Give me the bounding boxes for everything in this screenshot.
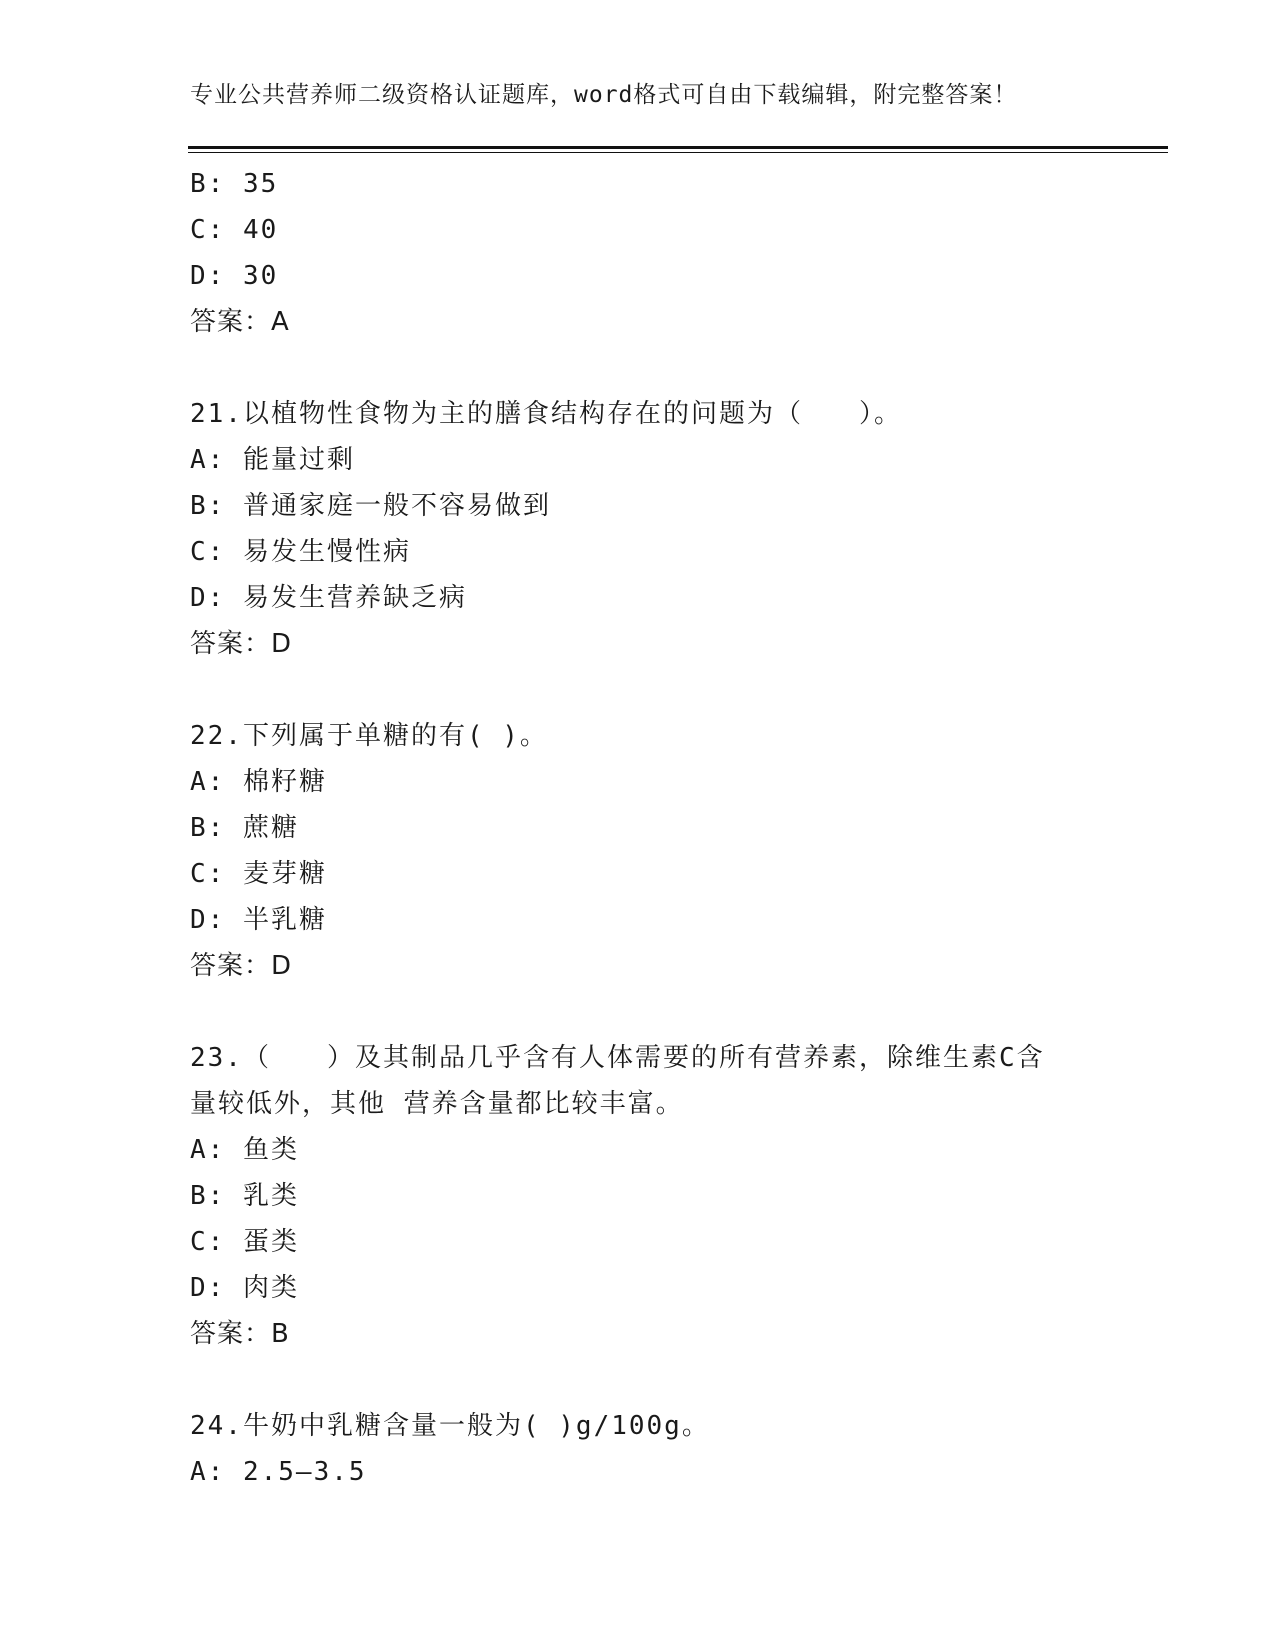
option-a: A: 鱼类 xyxy=(190,1135,299,1165)
option-d: D: 肉类 xyxy=(190,1273,299,1303)
header-rule-thick xyxy=(188,146,1168,149)
question-stem: 22.下列属于单糖的有( )。 xyxy=(190,721,548,751)
option-c: C: 40 xyxy=(190,215,279,245)
question-stem-line1: 23.（ ）及其制品几乎含有人体需要的所有营养素，除维生素C含 xyxy=(190,1043,1045,1073)
option-c: C: 蛋类 xyxy=(190,1227,299,1257)
option-d: D: 30 xyxy=(190,261,279,291)
answer: 答案：A xyxy=(190,307,290,337)
option-b: B: 35 xyxy=(190,169,279,199)
option-c: C: 麦芽糖 xyxy=(190,859,327,889)
answer: 答案：D xyxy=(190,629,293,659)
question-stem: 21.以植物性食物为主的膳食结构存在的问题为（ ）。 xyxy=(190,399,902,429)
option-a: A: 棉籽糖 xyxy=(190,767,327,797)
answer: 答案：B xyxy=(190,1319,290,1349)
option-a: A: 能量过剩 xyxy=(190,445,355,475)
option-d: D: 半乳糖 xyxy=(190,905,327,935)
page-header: 专业公共营养师二级资格认证题库，word格式可自由下载编辑，附完整答案！ xyxy=(190,82,1018,108)
option-d: D: 易发生营养缺乏病 xyxy=(190,583,467,613)
option-b: B: 乳类 xyxy=(190,1181,299,1211)
option-a: A: 2.5—3.5 xyxy=(190,1457,367,1487)
answer: 答案：D xyxy=(190,951,293,981)
option-c: C: 易发生慢性病 xyxy=(190,537,411,567)
option-b: B: 普通家庭一般不容易做到 xyxy=(190,491,551,521)
header-rule-thin xyxy=(188,152,1168,153)
question-stem-line2: 量较低外，其他 营养含量都比较丰富。 xyxy=(190,1089,684,1119)
question-stem: 24.牛奶中乳糖含量一般为( )g/100g。 xyxy=(190,1411,710,1441)
option-b: B: 蔗糖 xyxy=(190,813,299,843)
question-content xyxy=(190,161,1150,1495)
